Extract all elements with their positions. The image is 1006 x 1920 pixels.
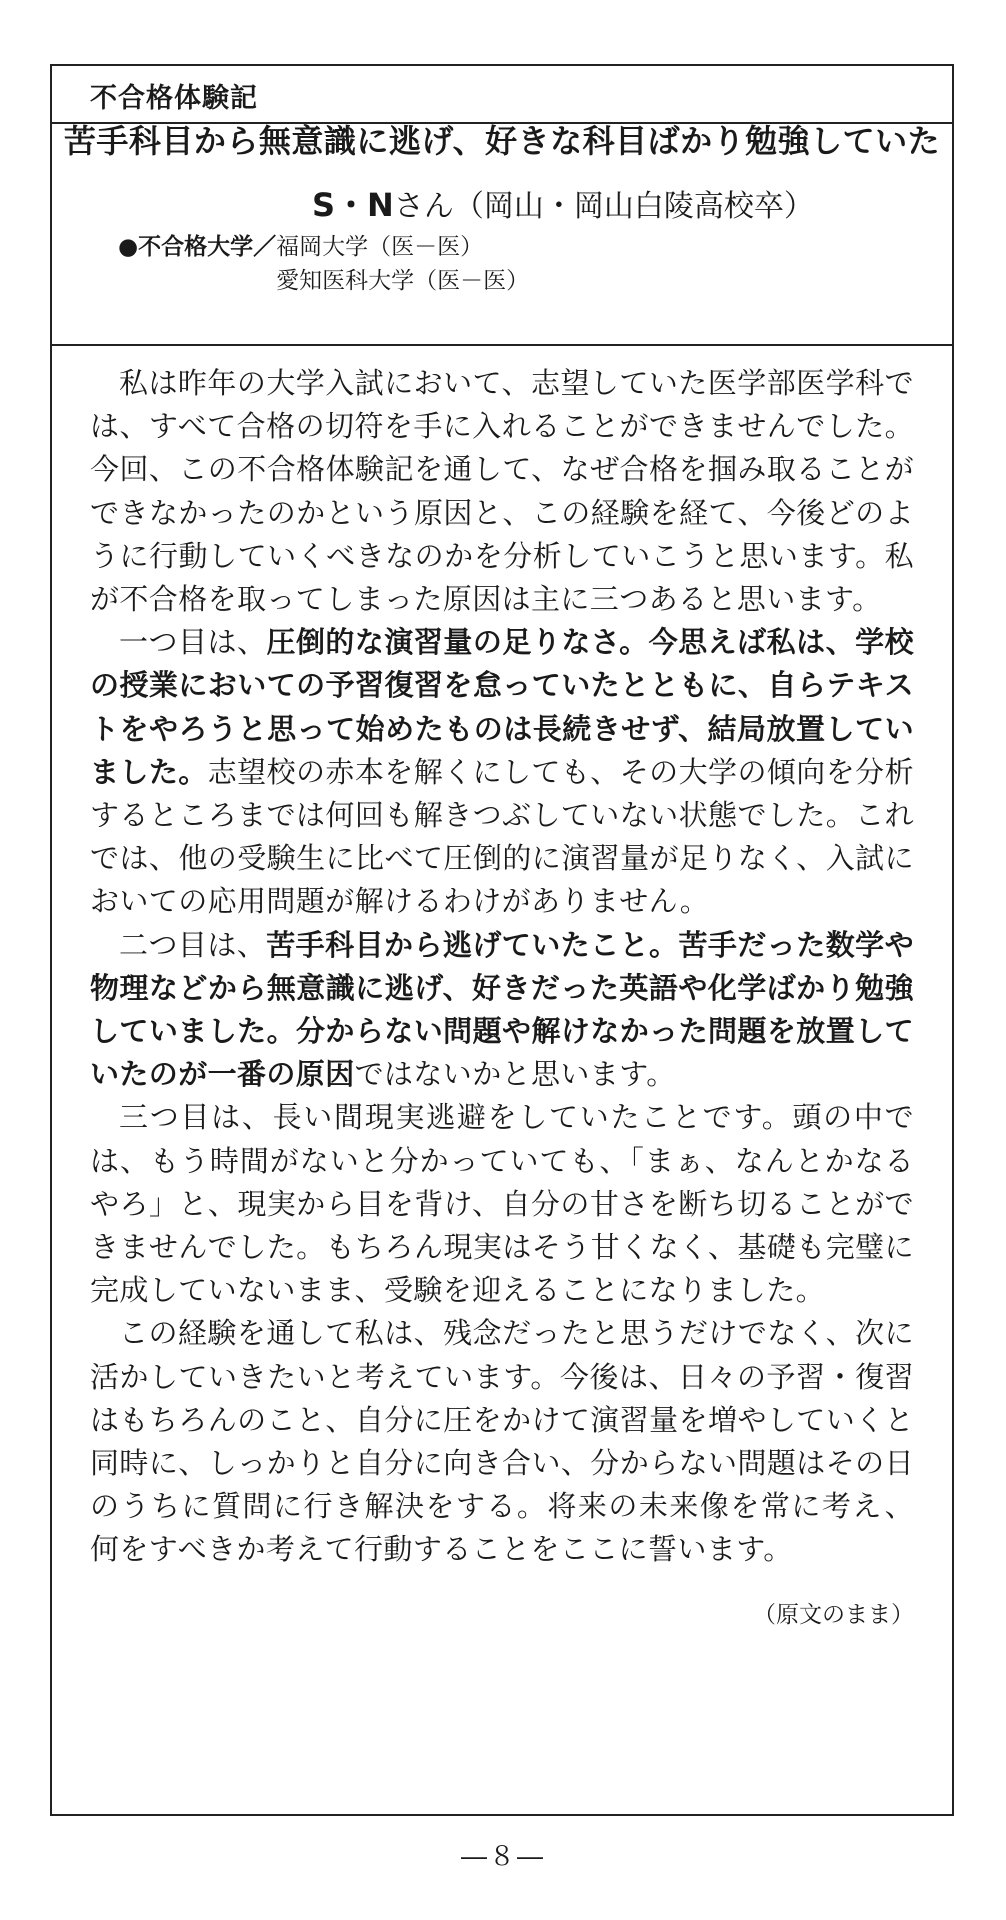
page-number: ―８― <box>460 1842 545 1872</box>
emphasis-text: 圧倒的な演習量の足りなさ。今思えば私は、学校の授業においての予習復習を怠っていたとともに、自らテキストをやろうと思って始めたものは長続きせず、結局放置していました。 <box>90 625 914 789</box>
failed-label: ●不合格大学／ <box>118 234 277 260</box>
author-honorific: さん <box>393 189 454 224</box>
failed-university: 福岡大学（医－医） <box>276 234 484 260</box>
body-text: 一つ目は、 <box>119 625 267 660</box>
body-text: 二つ目は、 <box>119 927 267 962</box>
body-text: 志望校の赤本を解くにしても、その大学の傾向を分析するところまでは何回も解きつぶしていない状態でした。これでは、他の受験生に比べて圧倒的に演習量が足りなく、入試においての応用問題が解けるわけがありません。 <box>90 754 914 919</box>
paragraph <box>90 621 914 923</box>
body-text: 三つ目は、長い間現実逃避をしていたことです。頭の中では、もう時間がないと分かっていても、「まぁ、なんとかなるやろ」と、現実から目を背け、自分の甘さを断ち切ることができませんでした。もちろん現実はそう甘くなく、基礎も完璧に完成していないまま、受験を迎えることになりました。 <box>90 1100 914 1308</box>
failed-universities <box>118 230 529 298</box>
article-body <box>52 346 952 1629</box>
paragraphs <box>90 362 914 1572</box>
body-text: この経験を通して私は、残念だったと思うだけでなく、次に活かしていきたいと考えています。今後は、日々の予習・復習はもちろんのこと、自分に圧をかけて演習量を増やしていくと同時に、しっかりと自分に向き合い、分からない問題はその日のうちに質問に行き解決をする。将来の未来像を常に考え、何をすべきか考えて行動することをここに誓います。 <box>90 1316 914 1567</box>
author-initials: S・N <box>312 186 394 224</box>
failed-university: 愛知医科大学（医－医） <box>276 268 530 294</box>
paragraph <box>90 362 914 621</box>
original-text-note: （原文のまま） <box>753 1601 914 1628</box>
article-frame <box>50 64 954 1816</box>
title-block <box>52 124 952 346</box>
failed-list <box>276 230 529 298</box>
paragraph <box>90 1096 914 1312</box>
author-origin: （岡山・岡山白陵高校卒） <box>453 189 814 224</box>
article-headline: 苦手科目から無意識に逃げ、好きな科目ばかり勉強していた <box>63 122 941 160</box>
body-text: 私は昨年の大学入試において、志望していた医学部医学科では、すべて合格の切符を手に入れることができませんでした。今回、この不合格体験記を通して、なぜ合格を掴み取ることができなかったのかという原因と、この経験を経て、今後どのように行動していくべきなのかを分析していこうと思います。私が不合格を取ってしまった原因は主に三つあると思います。 <box>90 366 914 617</box>
paragraph <box>90 1312 914 1571</box>
author-line <box>312 180 814 226</box>
emphasis-text: 苦手科目から逃げていたこと。苦手だった数学や物理などから無意識に逃げ、好きだった英語や化学ばかり勉強していました。分からない問題や解けなかった問題を放置していたのが一番の原因 <box>90 927 914 1092</box>
body-text: ではないかと思います。 <box>354 1057 676 1092</box>
paragraph <box>90 924 914 1097</box>
section-label: 不合格体験記 <box>90 83 258 114</box>
